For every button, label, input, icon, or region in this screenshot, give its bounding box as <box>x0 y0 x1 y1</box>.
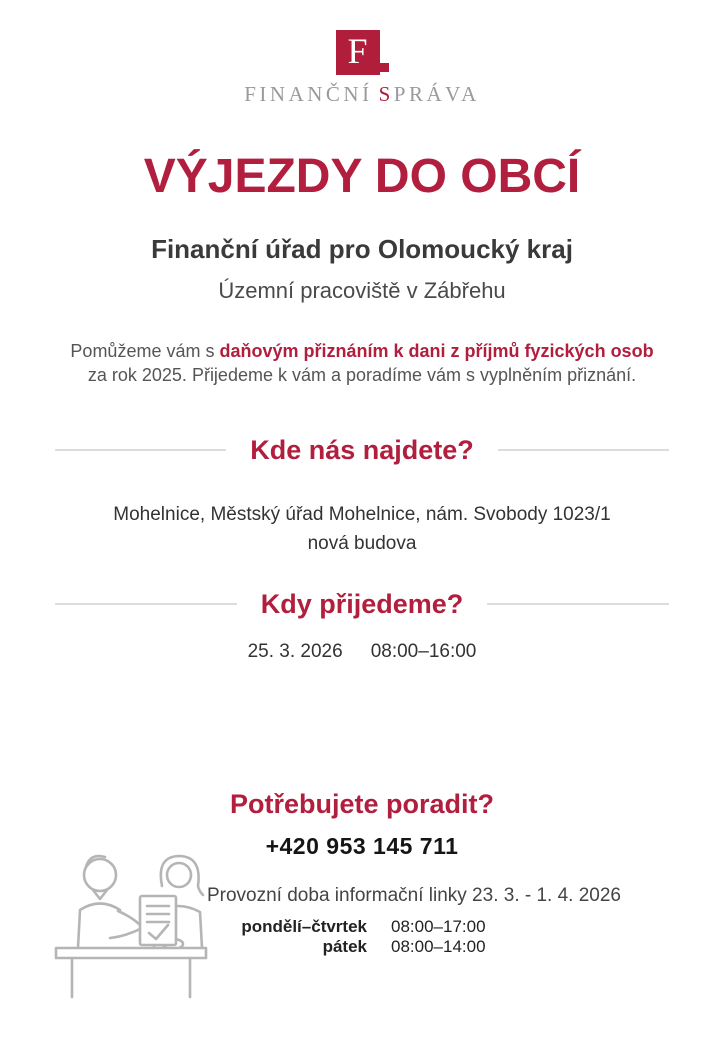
page-title: VÝJEZDY DO OBCÍ <box>143 150 581 203</box>
address-block <box>0 500 724 558</box>
logo-monogram-icon <box>336 30 389 75</box>
divider-left <box>55 603 237 605</box>
address-line-2: nová budova <box>307 532 417 554</box>
hours-days: pondělí–čtvrtek <box>241 916 367 936</box>
phone-number: +420 953 145 711 <box>265 832 459 859</box>
wordmark-financni: FINANČNÍ <box>244 82 373 106</box>
visit-date: 25. 3. 2026 <box>247 640 343 662</box>
people-at-table-icon <box>42 848 212 1000</box>
intro-line-2: za rok 2025. Přijedeme k vám a poradíme vám s vyplněním přiznání. <box>87 364 637 385</box>
office-branch: Územní pracoviště v Zábřehu <box>218 277 506 303</box>
logo-dot <box>380 63 389 72</box>
section-heading-when <box>0 589 724 620</box>
logo-wordmark <box>244 82 480 107</box>
divider-right <box>487 603 669 605</box>
intro-paragraph <box>0 339 724 387</box>
wordmark-prava: PRÁVA <box>393 82 480 106</box>
logo-square <box>336 30 380 75</box>
intro-line-1 <box>0 339 724 363</box>
visit-date-row <box>0 641 724 663</box>
where-heading: Kde nás najdete? <box>250 434 474 465</box>
divider-left <box>55 449 226 451</box>
section-heading-where <box>0 435 724 466</box>
visit-time: 08:00–16:00 <box>370 640 477 662</box>
hours-time: 08:00–17:00 <box>391 916 486 936</box>
address-line-1: Mohelnice, Městský úřad Mohelnice, nám. Svobody 1023/1 <box>113 503 611 525</box>
consultation-illustration <box>42 848 212 1005</box>
wordmark-s-accent: S <box>378 82 394 106</box>
logo-letter-f: F <box>347 31 368 71</box>
office-name: Finanční úřad pro Olomoucký kraj <box>151 233 573 264</box>
info-line-hours: Provozní doba informační linky 23. 3. - 1. 4. 2026 <box>206 884 621 906</box>
divider-right <box>498 449 669 451</box>
flyer-page <box>0 30 724 1054</box>
when-heading: Kdy přijedeme? <box>260 588 464 619</box>
intro-highlight: daňovým přiznáním k dani z příjmů fyzických osob <box>219 340 654 361</box>
intro-prefix: Pomůžeme vám s <box>70 340 220 361</box>
hours-time: 08:00–14:00 <box>391 936 486 956</box>
hours-days: pátek <box>322 936 367 956</box>
help-heading: Potřebujete poradit? <box>229 788 494 819</box>
financni-sprava-logo <box>0 30 724 107</box>
